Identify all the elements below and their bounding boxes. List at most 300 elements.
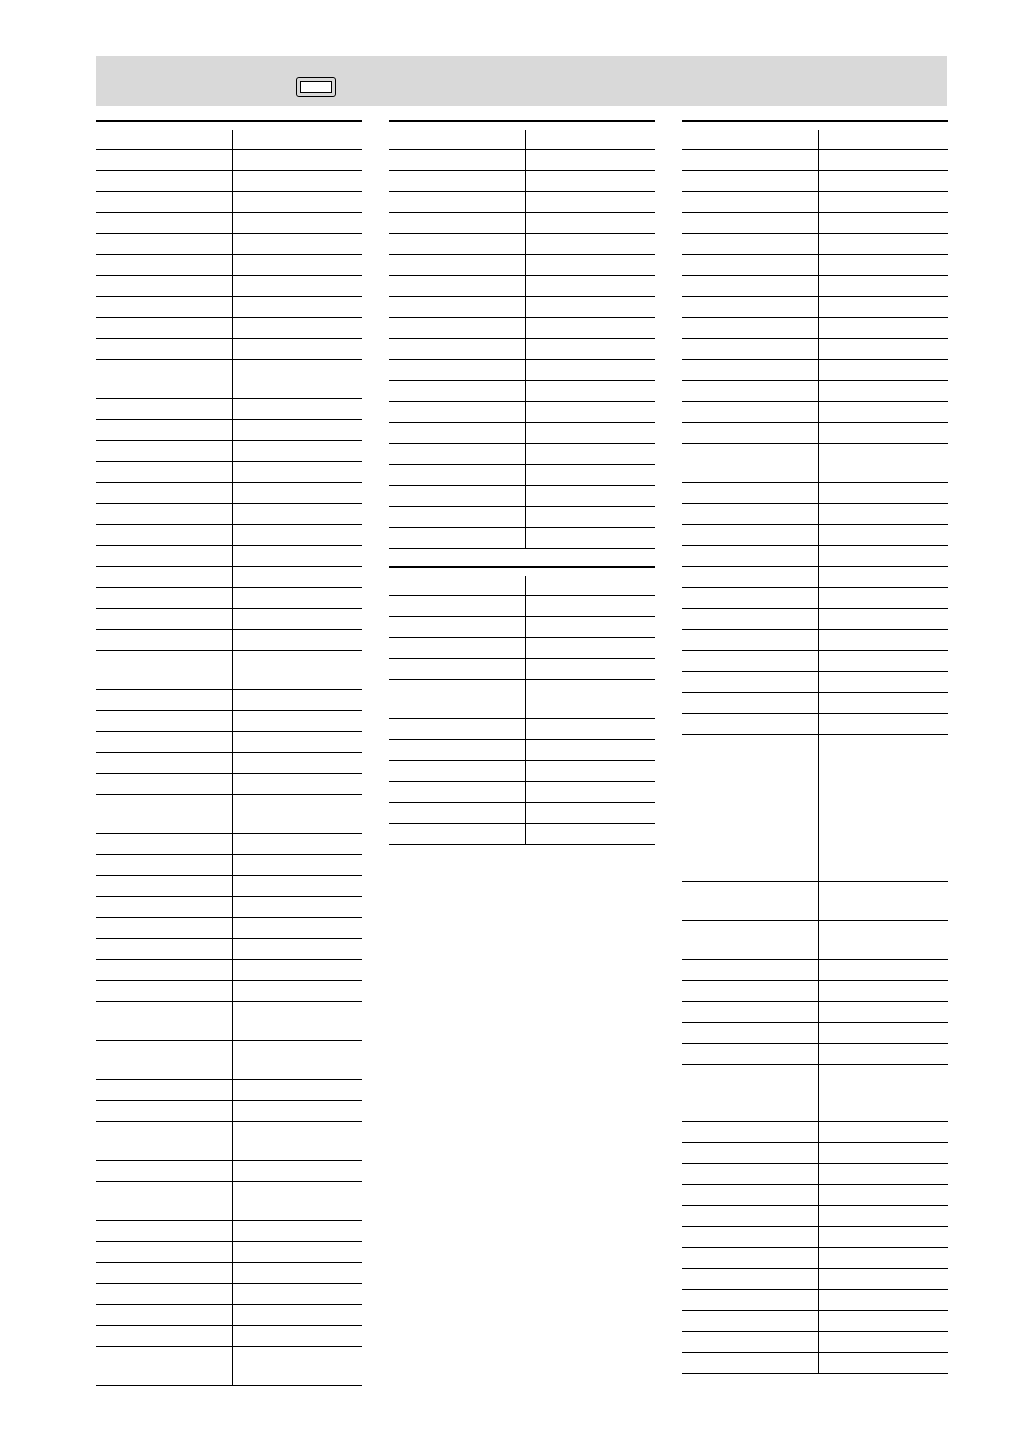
table-cell-code	[232, 360, 362, 399]
table-cell-code	[232, 255, 362, 276]
table-cell-code	[525, 360, 655, 381]
table-cell-name	[682, 360, 818, 381]
table-cell-name	[96, 711, 232, 732]
table-cell-code	[818, 693, 948, 714]
table-cell-code	[232, 897, 362, 918]
table-cell-code	[525, 150, 655, 171]
table-cell-name	[96, 774, 232, 795]
table-row	[96, 130, 362, 150]
table-cell-code	[818, 318, 948, 339]
table-cell-code	[232, 630, 362, 651]
table-row	[682, 546, 948, 567]
table-row	[682, 402, 948, 423]
table-cell-code	[818, 1206, 948, 1227]
table-row	[389, 596, 655, 617]
table-cell-code	[525, 234, 655, 255]
table-cell-code	[232, 420, 362, 441]
table-cell-code	[818, 882, 948, 921]
table-cell-code	[818, 276, 948, 297]
table-cell-code	[232, 171, 362, 192]
table-row	[682, 588, 948, 609]
table-cell-name	[682, 297, 818, 318]
table-cell-code	[232, 834, 362, 855]
table-row	[682, 213, 948, 234]
table-cell-code	[232, 1326, 362, 1347]
table-cell-name	[389, 659, 525, 680]
table-cell-name	[682, 1164, 818, 1185]
table-row	[682, 483, 948, 504]
table-cell-code	[818, 504, 948, 525]
table-row	[682, 339, 948, 360]
table-row	[682, 381, 948, 402]
table-cell-code	[525, 617, 655, 638]
table-cell-name	[389, 803, 525, 824]
table-row	[96, 834, 362, 855]
table-cell-code	[525, 465, 655, 486]
table-cell-code	[232, 234, 362, 255]
table-row	[96, 150, 362, 171]
table-cell-code	[232, 504, 362, 525]
table-cell-name	[96, 609, 232, 630]
code-table-column-3	[682, 130, 948, 1374]
table-cell-name	[682, 318, 818, 339]
table-row	[682, 150, 948, 171]
table-cell-code	[818, 630, 948, 651]
table-row	[682, 276, 948, 297]
table-cell-name	[682, 1269, 818, 1290]
table-cell-name	[389, 680, 525, 719]
table-cell-code	[232, 609, 362, 630]
table-cell-code	[818, 360, 948, 381]
table-cell-name	[682, 171, 818, 192]
table-row	[389, 528, 655, 549]
table-row	[682, 1269, 948, 1290]
table-row	[96, 192, 362, 213]
table-row	[96, 483, 362, 504]
table-row	[96, 960, 362, 981]
table-cell-name	[96, 1263, 232, 1284]
table-cell-code	[818, 525, 948, 546]
table-cell-name	[682, 276, 818, 297]
table-row	[389, 150, 655, 171]
table-cell-name	[682, 651, 818, 672]
table-cell-code	[232, 711, 362, 732]
table-cell-code	[525, 423, 655, 444]
table-cell-code	[525, 638, 655, 659]
table-cell-name	[96, 939, 232, 960]
table-cell-name	[682, 882, 818, 921]
table-cell-name	[389, 740, 525, 761]
table-cell-name	[96, 1161, 232, 1182]
table-cell-code	[525, 486, 655, 507]
table-cell-code	[232, 795, 362, 834]
table-row	[96, 918, 362, 939]
table-row	[389, 255, 655, 276]
table-cell-name	[96, 732, 232, 753]
table-row	[96, 1284, 362, 1305]
table-row	[682, 1290, 948, 1311]
table-cell-name	[389, 507, 525, 528]
table-cell-name	[389, 255, 525, 276]
table-row	[682, 921, 948, 960]
table-row	[96, 795, 362, 834]
table-row	[682, 1206, 948, 1227]
table-row	[389, 276, 655, 297]
table-cell-code	[818, 1044, 948, 1065]
section-rule-4	[389, 566, 655, 568]
table-cell-name	[389, 339, 525, 360]
table-cell-code	[525, 803, 655, 824]
table-cell-name	[389, 276, 525, 297]
table-cell-code	[232, 1041, 362, 1080]
table-cell-code	[818, 1143, 948, 1164]
table-row	[389, 213, 655, 234]
table-cell-name	[682, 213, 818, 234]
table-cell-name	[682, 1143, 818, 1164]
table-row	[389, 130, 655, 150]
table-cell-name	[682, 192, 818, 213]
table-cell-code	[232, 1263, 362, 1284]
table-cell-code	[818, 651, 948, 672]
table-cell-code	[232, 1161, 362, 1182]
table-cell-name	[682, 1227, 818, 1248]
table-row	[682, 882, 948, 921]
table-row	[96, 732, 362, 753]
table-cell-code	[525, 507, 655, 528]
table-row	[96, 567, 362, 588]
table-row	[96, 525, 362, 546]
table-cell-code	[232, 483, 362, 504]
table-row	[682, 318, 948, 339]
table-cell-code	[232, 690, 362, 711]
table-cell-code	[525, 659, 655, 680]
table-cell-name	[96, 960, 232, 981]
table-cell-code	[818, 297, 948, 318]
table-row	[389, 719, 655, 740]
table-row	[96, 255, 362, 276]
table-cell-code	[818, 1290, 948, 1311]
table-row	[389, 576, 655, 596]
table-cell-name	[96, 834, 232, 855]
table-cell-name	[96, 1041, 232, 1080]
table-cell-name	[96, 318, 232, 339]
table-row	[682, 735, 948, 882]
table-row	[682, 360, 948, 381]
table-row	[96, 1242, 362, 1263]
table-row	[389, 192, 655, 213]
table-cell-name	[682, 504, 818, 525]
table-cell-code	[232, 651, 362, 690]
table-cell-name	[389, 171, 525, 192]
table-cell-code	[818, 1065, 948, 1122]
table-cell-code	[818, 1164, 948, 1185]
table-cell-code	[525, 596, 655, 617]
table-cell-name	[96, 897, 232, 918]
table-cell-code	[232, 960, 362, 981]
table-cell-name	[682, 1065, 818, 1122]
table-cell-code	[525, 576, 655, 596]
table-cell-name	[682, 1311, 818, 1332]
table-row	[682, 525, 948, 546]
table-cell-code	[525, 297, 655, 318]
table-row	[96, 651, 362, 690]
section-rule-1	[96, 120, 362, 122]
table-row	[96, 1182, 362, 1221]
table-row	[682, 981, 948, 1002]
table-row	[389, 423, 655, 444]
table-row	[682, 444, 948, 483]
table-row	[96, 1041, 362, 1080]
table-cell-code	[232, 1305, 362, 1326]
table-cell-name	[96, 1284, 232, 1305]
table-cell-name	[389, 297, 525, 318]
table-row	[389, 171, 655, 192]
table-cell-name	[389, 465, 525, 486]
table-row	[96, 171, 362, 192]
table-cell-name	[96, 651, 232, 690]
table-cell-code	[818, 714, 948, 735]
table-row	[682, 609, 948, 630]
header-band	[96, 56, 947, 106]
table-cell-name	[96, 795, 232, 834]
table-cell-name	[682, 672, 818, 693]
table-row	[389, 617, 655, 638]
table-cell-name	[682, 714, 818, 735]
table-cell-name	[682, 981, 818, 1002]
table-cell-name	[96, 588, 232, 609]
table-cell-name	[96, 213, 232, 234]
table-cell-name	[96, 420, 232, 441]
table-row	[96, 876, 362, 897]
table-cell-code	[525, 444, 655, 465]
table-cell-code	[818, 960, 948, 981]
table-cell-name	[389, 782, 525, 803]
table-cell-name	[682, 921, 818, 960]
table-row	[389, 782, 655, 803]
table-cell-code	[525, 528, 655, 549]
table-cell-name	[96, 1347, 232, 1386]
table-cell-code	[525, 719, 655, 740]
table-row	[389, 360, 655, 381]
table-row	[389, 740, 655, 761]
table-cell-code	[232, 213, 362, 234]
table-cell-name	[96, 1002, 232, 1041]
table-row	[682, 1164, 948, 1185]
table-row	[96, 399, 362, 420]
table-cell-code	[818, 192, 948, 213]
table-row	[682, 255, 948, 276]
table-row	[682, 234, 948, 255]
table-cell-name	[682, 567, 818, 588]
table-cell-name	[96, 1305, 232, 1326]
table-row	[389, 234, 655, 255]
table-cell-name	[96, 234, 232, 255]
table-cell-code	[818, 1002, 948, 1023]
table-row	[96, 1326, 362, 1347]
table-row	[682, 297, 948, 318]
table-cell-name	[682, 546, 818, 567]
table-cell-name	[96, 483, 232, 504]
table-cell-code	[525, 213, 655, 234]
table-cell-name	[96, 255, 232, 276]
table-row	[682, 651, 948, 672]
table-cell-code	[818, 402, 948, 423]
table-row	[96, 441, 362, 462]
table-row	[96, 753, 362, 774]
table-row	[682, 1122, 948, 1143]
table-cell-code	[232, 1347, 362, 1386]
table-cell-name	[389, 213, 525, 234]
table-cell-name	[96, 504, 232, 525]
table-row	[682, 1227, 948, 1248]
table-cell-code	[232, 1080, 362, 1101]
table-row	[682, 171, 948, 192]
table-cell-code	[232, 462, 362, 483]
table-row	[96, 1122, 362, 1161]
table-cell-name	[389, 824, 525, 845]
table-cell-code	[818, 423, 948, 444]
table-cell-code	[525, 782, 655, 803]
table-cell-name	[96, 171, 232, 192]
table-cell-code	[818, 150, 948, 171]
table-cell-code	[818, 1227, 948, 1248]
table-cell-code	[818, 546, 948, 567]
table-cell-code	[818, 1332, 948, 1353]
table-cell-code	[818, 1122, 948, 1143]
table-cell-name	[96, 1182, 232, 1221]
table-cell-code	[818, 234, 948, 255]
table-cell-name	[682, 1290, 818, 1311]
table-row	[389, 465, 655, 486]
table-row	[96, 318, 362, 339]
table-cell-code	[818, 171, 948, 192]
table-cell-code	[232, 276, 362, 297]
table-row	[96, 690, 362, 711]
table-cell-name	[96, 339, 232, 360]
table-cell-code	[818, 213, 948, 234]
table-cell-code	[232, 441, 362, 462]
table-cell-name	[389, 617, 525, 638]
table-row	[682, 423, 948, 444]
table-cell-name	[389, 596, 525, 617]
table-cell-name	[682, 483, 818, 504]
section-rule-2	[389, 120, 655, 122]
table-cell-name	[682, 525, 818, 546]
table-row	[96, 588, 362, 609]
table-cell-code	[818, 255, 948, 276]
table-cell-name	[96, 1122, 232, 1161]
table-cell-name	[96, 1221, 232, 1242]
table-cell-name	[682, 1332, 818, 1353]
table-cell-name	[389, 719, 525, 740]
table-cell-code	[232, 1182, 362, 1221]
table-cell-name	[96, 1101, 232, 1122]
table-row	[96, 504, 362, 525]
table-cell-name	[682, 1044, 818, 1065]
table-cell-code	[818, 1269, 948, 1290]
table-cell-name	[682, 1023, 818, 1044]
table-cell-code	[818, 567, 948, 588]
table-row	[682, 630, 948, 651]
table-row	[682, 1311, 948, 1332]
table-cell-code	[232, 318, 362, 339]
table-cell-code	[232, 525, 362, 546]
table-cell-code	[232, 297, 362, 318]
table-row	[96, 981, 362, 1002]
table-row	[682, 1185, 948, 1206]
table-cell-code	[232, 339, 362, 360]
table-cell-code	[232, 1242, 362, 1263]
table-cell-code	[232, 1002, 362, 1041]
table-row	[682, 1143, 948, 1164]
table-row	[389, 486, 655, 507]
table-cell-name	[682, 735, 818, 882]
table-cell-name	[389, 234, 525, 255]
table-cell-name	[389, 130, 525, 150]
table-cell-name	[682, 630, 818, 651]
table-cell-code	[818, 444, 948, 483]
table-cell-name	[96, 441, 232, 462]
table-cell-code	[232, 774, 362, 795]
table-row	[389, 761, 655, 782]
table-cell-name	[682, 150, 818, 171]
table-cell-code	[818, 672, 948, 693]
table-row	[389, 402, 655, 423]
table-cell-name	[682, 381, 818, 402]
table-cell-name	[682, 693, 818, 714]
table-cell-name	[682, 255, 818, 276]
table-row	[96, 855, 362, 876]
table-cell-name	[389, 761, 525, 782]
table-row	[389, 318, 655, 339]
table-row	[682, 1353, 948, 1374]
table-cell-code	[232, 567, 362, 588]
table-cell-name	[682, 1248, 818, 1269]
table-row	[96, 711, 362, 732]
table-cell-name	[389, 423, 525, 444]
table-row	[682, 1002, 948, 1023]
table-row	[389, 444, 655, 465]
table-cell-name	[96, 276, 232, 297]
table-row	[682, 693, 948, 714]
table-cell-name	[389, 318, 525, 339]
table-cell-name	[682, 609, 818, 630]
table-cell-name	[96, 981, 232, 1002]
table-cell-name	[682, 1122, 818, 1143]
section-rule-3	[682, 120, 948, 122]
table-cell-code	[232, 1221, 362, 1242]
table-row	[389, 507, 655, 528]
table-cell-code	[818, 1023, 948, 1044]
table-cell-code	[525, 824, 655, 845]
table-cell-name	[96, 690, 232, 711]
table-row	[389, 659, 655, 680]
table-row	[682, 192, 948, 213]
table-cell-name	[389, 576, 525, 596]
table-row	[96, 1221, 362, 1242]
table-row	[389, 297, 655, 318]
table-cell-name	[96, 567, 232, 588]
table-cell-name	[96, 525, 232, 546]
table-row	[96, 276, 362, 297]
table-row	[389, 381, 655, 402]
table-cell-code	[818, 921, 948, 960]
table-row	[682, 714, 948, 735]
table-row	[96, 1002, 362, 1041]
table-cell-name	[389, 528, 525, 549]
table-cell-name	[96, 1080, 232, 1101]
table-row	[682, 1248, 948, 1269]
